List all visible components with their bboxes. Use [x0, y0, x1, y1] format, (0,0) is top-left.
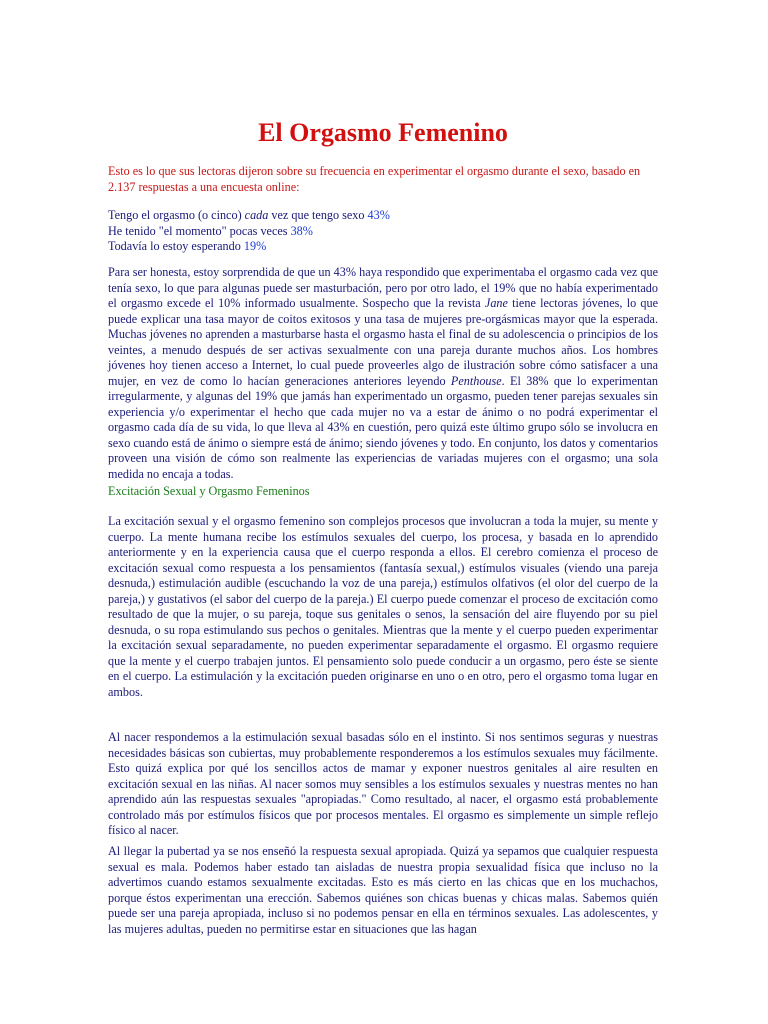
- stat-label-emphasis: cada: [244, 208, 269, 222]
- stat-value: 38%: [290, 223, 313, 238]
- stat-row: [108, 239, 658, 255]
- survey-stats: [108, 208, 658, 255]
- paragraph-text: Para ser honesta, estoy sorprendida de que un 43% haya respondido que experimentaba el orgasmo cada vez que tenía sexo, lo que para algunas puede ser masturbación, pero por otro lado, el 19% que no había experimentado el orgasmo excede el 10% informado usualmente. Sospecho que la revista: [108, 265, 658, 310]
- stat-label: Tengo el orgasmo (o cinco): [108, 208, 245, 222]
- page-title: El Orgasmo Femenino: [258, 118, 508, 147]
- stat-label: He tenido "el momento" pocas veces: [108, 223, 291, 238]
- stat-row: [108, 224, 658, 240]
- stat-row: [108, 208, 658, 224]
- paragraph-text: . El 38% que lo experimentan irregularmente, y algunas del 19% que jamás han experimentado un orgasmo, pueden tener parejas sexuales sin experiencia y/o experimentar el hecho que cada mujer no va a estar de ánimo o no podrá experimentar el orgasmo cada día de su vida, lo que lleva al 43% en cuestión, pero quizá este último grupo sólo se involucra en sexo cuando está de ánimo o siempre está de ánimo; siendo jóvenes y todo. En conjunto, los datos y comentarios proveen una visión de cómo son realmente las experiencias de variadas mujeres con el orgasmo; una sola medida no encaja a todas.: [108, 373, 659, 481]
- stat-label: vez que tengo sexo: [268, 208, 368, 222]
- paragraph-puberty: Al llegar la pubertad ya se nos enseñó la respuesta sexual apropiada. Quizá ya sepamos que cualquier respuesta sexual es mala. Podemos haber estado tan aisladas de nuestra propia sexualidad física que incluso no la advertimos cuando estamos sexualmente excitadas. Esto es más cierto en las chicas que en los muchachos, porque éstos experimentan una erección. Sabemos quiénes son chicas buenas y chicas malas. Sabemos quién puede ser una pareja apropiada, incluso si no podemos pensar en ella en términos sexuales. Las adolescentes, y las mujeres adultas, pueden no permitirse estar en situaciones que las hagan: [108, 844, 658, 936]
- section-heading: Excitación Sexual y Orgasmo Femeninos: [108, 484, 310, 498]
- paragraph-birth: Al nacer respondemos a la estimulación sexual basadas sólo en el instinto. Si nos sentimos seguras y nuestras necesidades básicas son cubiertas, muy probablemente responderemos a los estímulos sexuales muy fácilmente. Esto quizá explica por qué los sencillos actos de mamar y exponer nuestros genitales al aire resulten en excitación sexual en las niñas. Al nacer somos muy sensibles a los estímulos sexuales y nuestras mentes no han aprendido aún las respuestas sexuales "apropiadas." Como resultado, al nacer, el orgasmo está probablemente controlado más por estímulos físicos que por procesos mentales. El orgasmo es simplemente un simple reflejo físico al nacer.: [108, 730, 658, 837]
- stat-label: Todavía lo estoy esperando: [108, 239, 244, 253]
- paragraph-survey-analysis: [108, 265, 658, 482]
- stat-value: 43%: [367, 208, 390, 222]
- magazine-name: Penthouse: [450, 373, 502, 388]
- stat-value: 19%: [243, 239, 267, 253]
- intro-text: Esto es lo que sus lectoras dijeron sobre su frecuencia en experimentar el orgasmo durante el sexo, basado en 2.137 respuestas a una encuesta online:: [108, 164, 641, 194]
- paragraph-text: tiene lectoras jóvenes, lo que puede explicar una tasa mayor de coitos exitosos y una tasa de mujeres pre-orgásmicas mayor que la esperada. Muchas jóvenes no aprenden a masturbarse hasta el orgasmo hasta el final de su adolescencia o principios de los veintes, a menudo después de ser activas sexualmente con una pareja durante muchos años. Los hombres jóvenes hoy tienen acceso a Internet, lo cual puede proveerles algo de ilustración sobre cómo satisfacer a una mujer, en vez de como lo hacían generaciones anteriores leyendo: [108, 296, 659, 388]
- paragraph-arousal: La excitación sexual y el orgasmo femenino son complejos procesos que involucran a toda la mujer, su mente y cuerpo. La mente humana recibe los estímulos sexuales del cuerpo, los procesa, y basada en lo aprendido anteriormente y en la experiencia causa que el cuerpo responda a ellos. El cerebro comienza el proceso de excitación sexual como respuesta a los pensamientos (fantasía sexual,) estímulos visuales (viendo una pareja desnuda,) estimulación audible (escuchando la voz de una pareja,) estímulos olfativos (el olor del cuerpo de la pareja,) y gustativos (el sabor del cuerpo de la pareja.) El cuerpo puede comenzar el proceso de excitación como resultado de que la mujer, o su pareja, toque sus genitales o senos, la sensación del aire fluyendo por su piel desnuda, o su ropa estimulando sus pechos o genitales. Mientras que la mente y el cuerpo pueden experimentar la excitación sexual separadamente, no pueden experimentar separadamente el orgasmo. El orgasmo requiere que la mente y el cuerpo trabajen juntos. El pensamiento solo puede conducir a un orgasmo, pero éste se siente en el cuerpo. La estimulación y la excitación pueden originarse en uno o en otro, pero el orgasmo toma lugar en ambos.: [108, 514, 658, 699]
- magazine-name: Jane: [484, 296, 508, 310]
